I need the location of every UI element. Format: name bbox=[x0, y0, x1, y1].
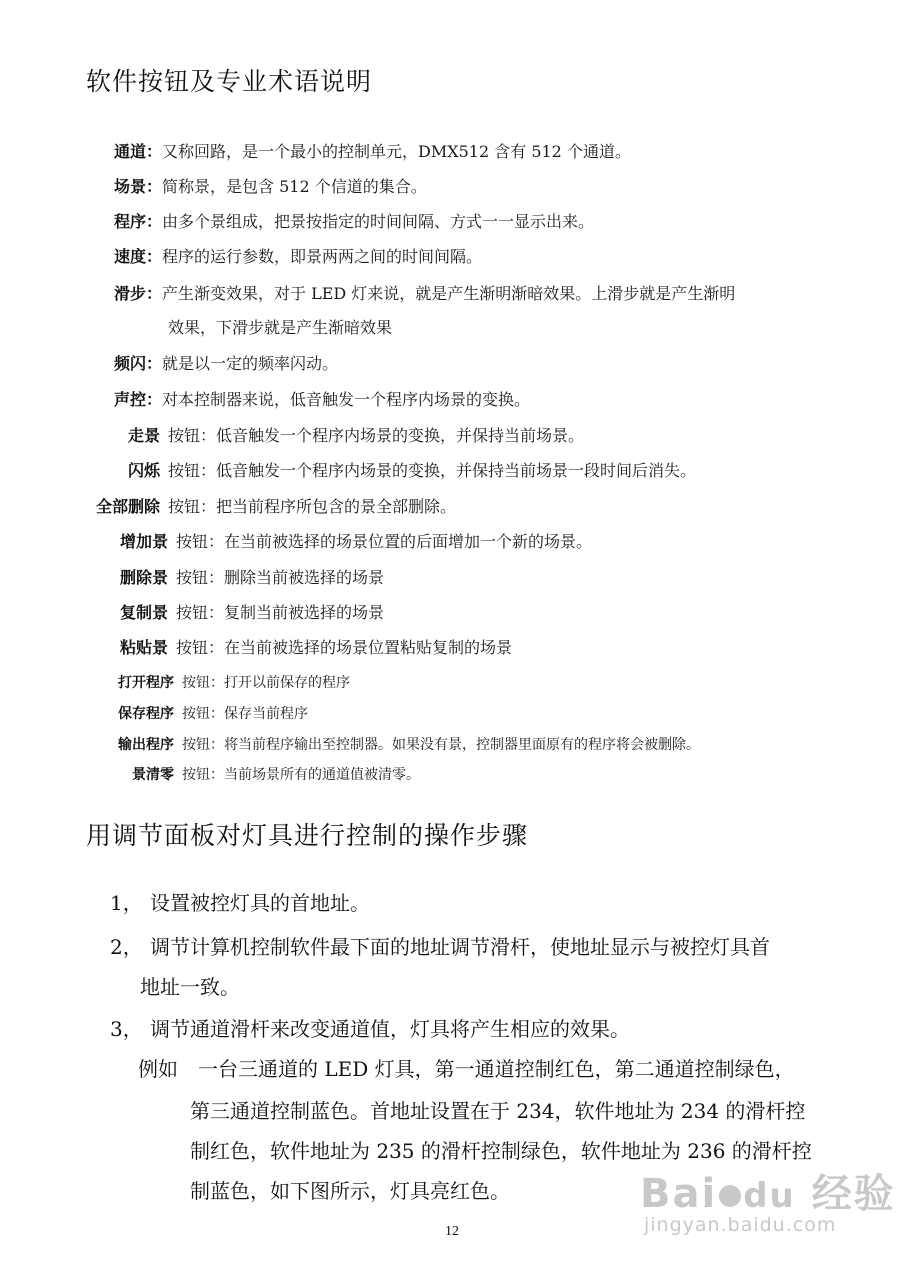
term-definition: 就是以一定的频率闪动。 bbox=[162, 354, 339, 373]
step-number: 2， bbox=[110, 935, 143, 959]
term-row bbox=[0, 530, 880, 554]
step-number: 3， bbox=[110, 1017, 143, 1041]
term-definition: 按钮：复制当前被选择的场景 bbox=[176, 603, 385, 622]
term-definition: 按钮：把当前程序所包含的景全部删除。 bbox=[168, 497, 457, 516]
watermark-url: jingyan.baidu.com bbox=[644, 1214, 837, 1236]
term-row bbox=[0, 672, 880, 694]
term-label: 滑步： bbox=[113, 284, 162, 303]
term-definition: 按钮：低音触发一个程序内场景的变换，并保持当前场景一段时间后消失。 bbox=[168, 461, 697, 480]
example-line: 第三通道控制蓝色。首地址设置在于 234，软件地址为 234 的滑杆控 bbox=[190, 1099, 806, 1123]
term-definition: 又称回路，是一个最小的控制单元，DMX512 含有 512 个通道。 bbox=[162, 142, 631, 161]
page-number: 12 bbox=[445, 1224, 459, 1239]
term-definition: 由多个景组成，把景按指定的时间间隔、方式一一显示出来。 bbox=[162, 212, 595, 231]
term-definition: 对本控制器来说，低音触发一个程序内场景的变换。 bbox=[162, 390, 531, 409]
term-row bbox=[0, 140, 880, 164]
term-row bbox=[0, 566, 880, 590]
term-row bbox=[0, 495, 880, 519]
section-title-operation-steps: 用调节面板对灯具进行控制的操作步骤 bbox=[86, 821, 529, 850]
term-label: 速度： bbox=[113, 247, 162, 266]
term-row bbox=[0, 175, 880, 199]
term-row bbox=[0, 764, 880, 786]
term-definition: 按钮：保存当前程序 bbox=[182, 706, 308, 722]
term-label: 保存程序 bbox=[118, 706, 174, 722]
term-definition: 程序的运行参数，即景两两之间的时间间隔。 bbox=[162, 247, 483, 266]
term-row bbox=[0, 636, 880, 660]
term-definition: 按钮：删除当前被选择的场景 bbox=[176, 568, 385, 587]
watermark-logo: Bai du 经验 bbox=[640, 1171, 896, 1217]
term-label: 景清零 bbox=[132, 767, 174, 783]
paw-icon bbox=[719, 1185, 741, 1207]
term-row bbox=[0, 388, 880, 412]
example-label: 例如 bbox=[138, 1057, 178, 1081]
example-line: 一台三通道的 LED 灯具，第一通道控制红色，第二通道控制绿色， bbox=[198, 1057, 795, 1081]
example-line: 制红色，软件地址为 235 的滑杆控制绿色，软件地址为 236 的滑杆控 bbox=[190, 1139, 812, 1163]
step-item bbox=[110, 1014, 630, 1044]
term-row bbox=[0, 245, 880, 269]
step-number: 1， bbox=[110, 891, 143, 915]
term-label: 打开程序 bbox=[118, 675, 174, 691]
term-definition: 按钮：低音触发一个程序内场景的变换，并保持当前场景。 bbox=[168, 426, 585, 445]
term-definition: 按钮：在当前被选择的场景位置的后面增加一个新的场景。 bbox=[176, 532, 593, 551]
term-label: 走景 bbox=[127, 426, 160, 445]
baidu-jingyan-watermark bbox=[640, 1162, 896, 1242]
term-label: 复制景 bbox=[119, 603, 168, 622]
step-text: 调节通道滑杆来改变通道值，灯具将产生相应的效果。 bbox=[150, 1017, 630, 1041]
term-label: 输出程序 bbox=[118, 737, 174, 753]
term-label: 通道： bbox=[113, 142, 162, 161]
term-row bbox=[0, 734, 880, 756]
term-label: 删除景 bbox=[119, 568, 168, 587]
term-row bbox=[0, 703, 880, 725]
term-row bbox=[0, 282, 880, 306]
term-definition: 按钮：当前场景所有的通道值被清零。 bbox=[182, 767, 420, 783]
term-row bbox=[0, 210, 880, 234]
term-definition: 按钮：打开以前保存的程序 bbox=[182, 675, 350, 691]
term-label: 全部删除 bbox=[95, 497, 160, 516]
term-label: 闪烁 bbox=[127, 461, 160, 480]
term-row bbox=[0, 424, 880, 448]
term-label: 场景： bbox=[113, 177, 162, 196]
term-row bbox=[0, 352, 880, 376]
section-title-buttons-terms: 软件按钮及专业术语说明 bbox=[86, 67, 373, 96]
term-definition: 按钮：在当前被选择的场景位置粘贴复制的场景 bbox=[176, 638, 513, 657]
step-item bbox=[110, 932, 770, 962]
term-definition-continued: 效果，下滑步就是产生渐暗效果 bbox=[168, 318, 393, 337]
example-line: 制蓝色，如下图所示，灯具亮红色。 bbox=[190, 1179, 510, 1203]
step-text: 设置被控灯具的首地址。 bbox=[150, 891, 370, 915]
term-label: 程序： bbox=[113, 212, 162, 231]
step-item bbox=[110, 888, 370, 918]
term-definition: 按钮：将当前程序输出至控制器。如果没有景，控制器里面原有的程序将会被删除。 bbox=[182, 737, 700, 753]
term-label: 粘贴景 bbox=[119, 638, 168, 657]
term-definition: 简称景，是包含 512 个信道的集合。 bbox=[162, 177, 427, 196]
term-row bbox=[0, 459, 880, 483]
term-label: 频闪： bbox=[113, 354, 162, 373]
term-definition: 产生渐变效果，对于 LED 灯来说，就是产生渐明渐暗效果。上滑步就是产生渐明 bbox=[162, 284, 736, 303]
term-row bbox=[0, 601, 880, 625]
term-label: 声控： bbox=[113, 390, 162, 409]
step-text: 调节计算机控制软件最下面的地址调节滑杆，使地址显示与被控灯具首 bbox=[150, 935, 770, 959]
term-label: 增加景 bbox=[119, 532, 168, 551]
step-text-continued: 地址一致。 bbox=[140, 975, 240, 999]
